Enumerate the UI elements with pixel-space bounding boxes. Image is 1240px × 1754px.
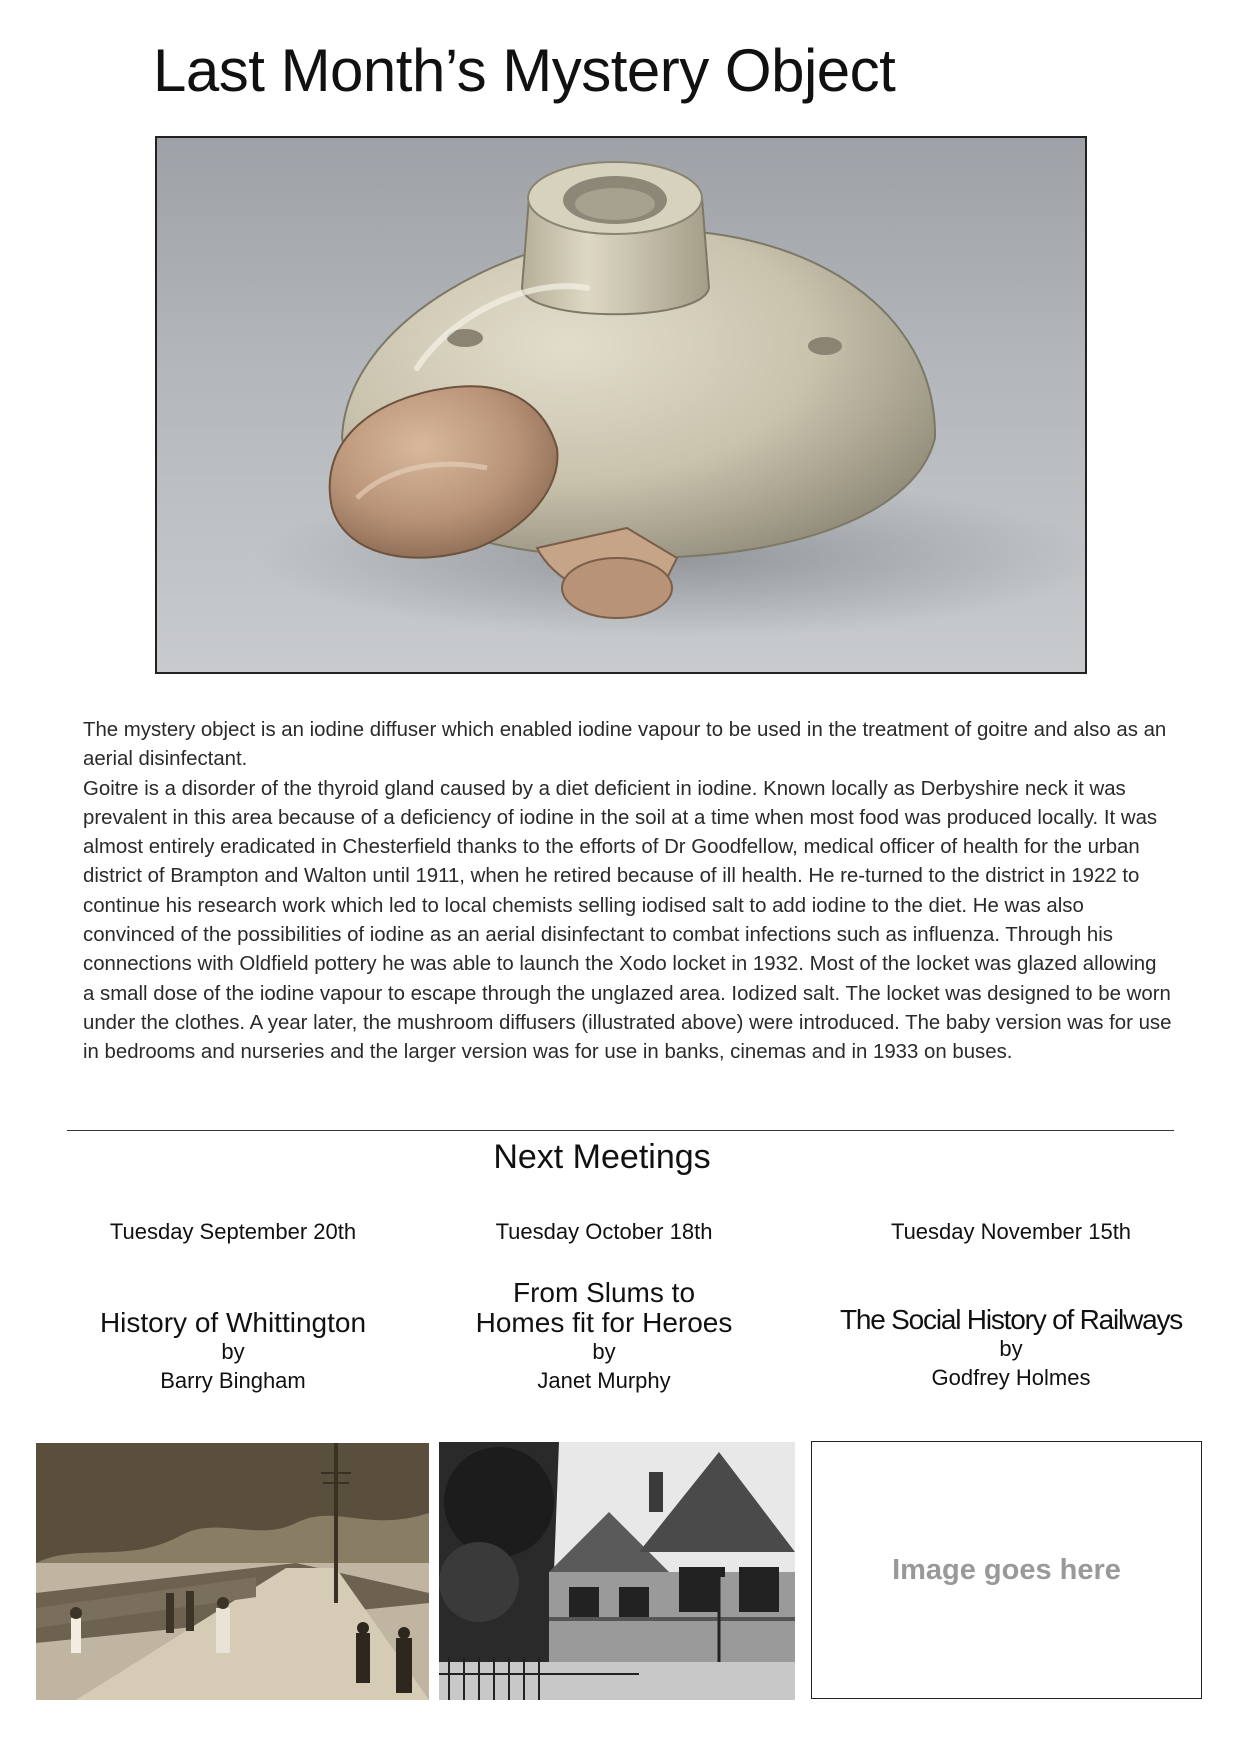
meeting-talk-title: Homes fit for Heroes <box>475 1307 733 1338</box>
meeting-3 <box>813 1219 1209 1393</box>
mystery-object-photo <box>155 136 1087 674</box>
article-paragraph: The mystery object is an iodine diffuser which enabled iodine vapour to be used in the treatment of goitre and also as an aerial disinfectant. <box>83 719 1167 771</box>
meeting-by: by <box>999 1336 1023 1361</box>
article-body <box>83 716 1173 1068</box>
meeting-2 <box>425 1219 783 1396</box>
section-divider <box>67 1130 1174 1131</box>
meeting-talk-title: From Slums to <box>512 1277 696 1308</box>
image-placeholder: Image goes here <box>811 1441 1202 1699</box>
meeting-speaker: Barry Bingham <box>160 1368 306 1393</box>
homes-photo <box>439 1442 795 1700</box>
meeting-speaker: Godfrey Holmes <box>931 1365 1091 1390</box>
meeting-date: Tuesday November 15th <box>890 1219 1132 1244</box>
meeting-talk-title: History of Whittington <box>99 1307 367 1338</box>
meeting-talk-title: The Social History of Railways <box>839 1304 1183 1335</box>
meeting-by: by <box>592 1339 616 1364</box>
whittington-photo <box>36 1443 429 1700</box>
iodine-diffuser-illustration <box>157 138 1085 672</box>
meeting-by: by <box>221 1339 245 1364</box>
meeting-date: Tuesday October 18th <box>495 1219 713 1244</box>
page-title: Last Month’s Mystery Object <box>153 37 896 104</box>
next-meetings-heading: Next Meetings <box>493 1138 711 1176</box>
meeting-date: Tuesday September 20th <box>109 1219 357 1244</box>
meeting-speaker: Janet Murphy <box>537 1368 671 1393</box>
meeting-1 <box>50 1219 416 1396</box>
article-paragraph: Goitre is a disorder of the thyroid gland caused by a diet deficient in iodine. Known locally as Derbyshire neck it was prevalent in this area because of a deficiency of iodine in the soil at a time when most food was produced locally. It was almost entirely eradicated in Chesterfield thanks to the efforts of Dr Goodfellow, medical officer of health for the urban district of Brampton and Walton until 1911, when he retired because of ill health. He re-turned to the district in 1922 to continue his research work which led to local chemists selling iodised salt to add iodine to the diet. He was also convinced of the possibilities of iodine as an aerial disinfectant to combat infections such as influenza. Through his connections with Oldfield pottery he was able to launch the Xodo locket in 1932. Most of the locket was glazed allowing a small dose of the iodine vapour to escape through the unglazed area. Iodized salt. The locket was designed to be worn under the clothes. A year later, the mushroom diffusers (illustrated above) were introduced. The baby version was for use in bedrooms and nurseries and the larger version was for use in banks, cinemas and in 1933 on buses. <box>83 777 1172 1064</box>
